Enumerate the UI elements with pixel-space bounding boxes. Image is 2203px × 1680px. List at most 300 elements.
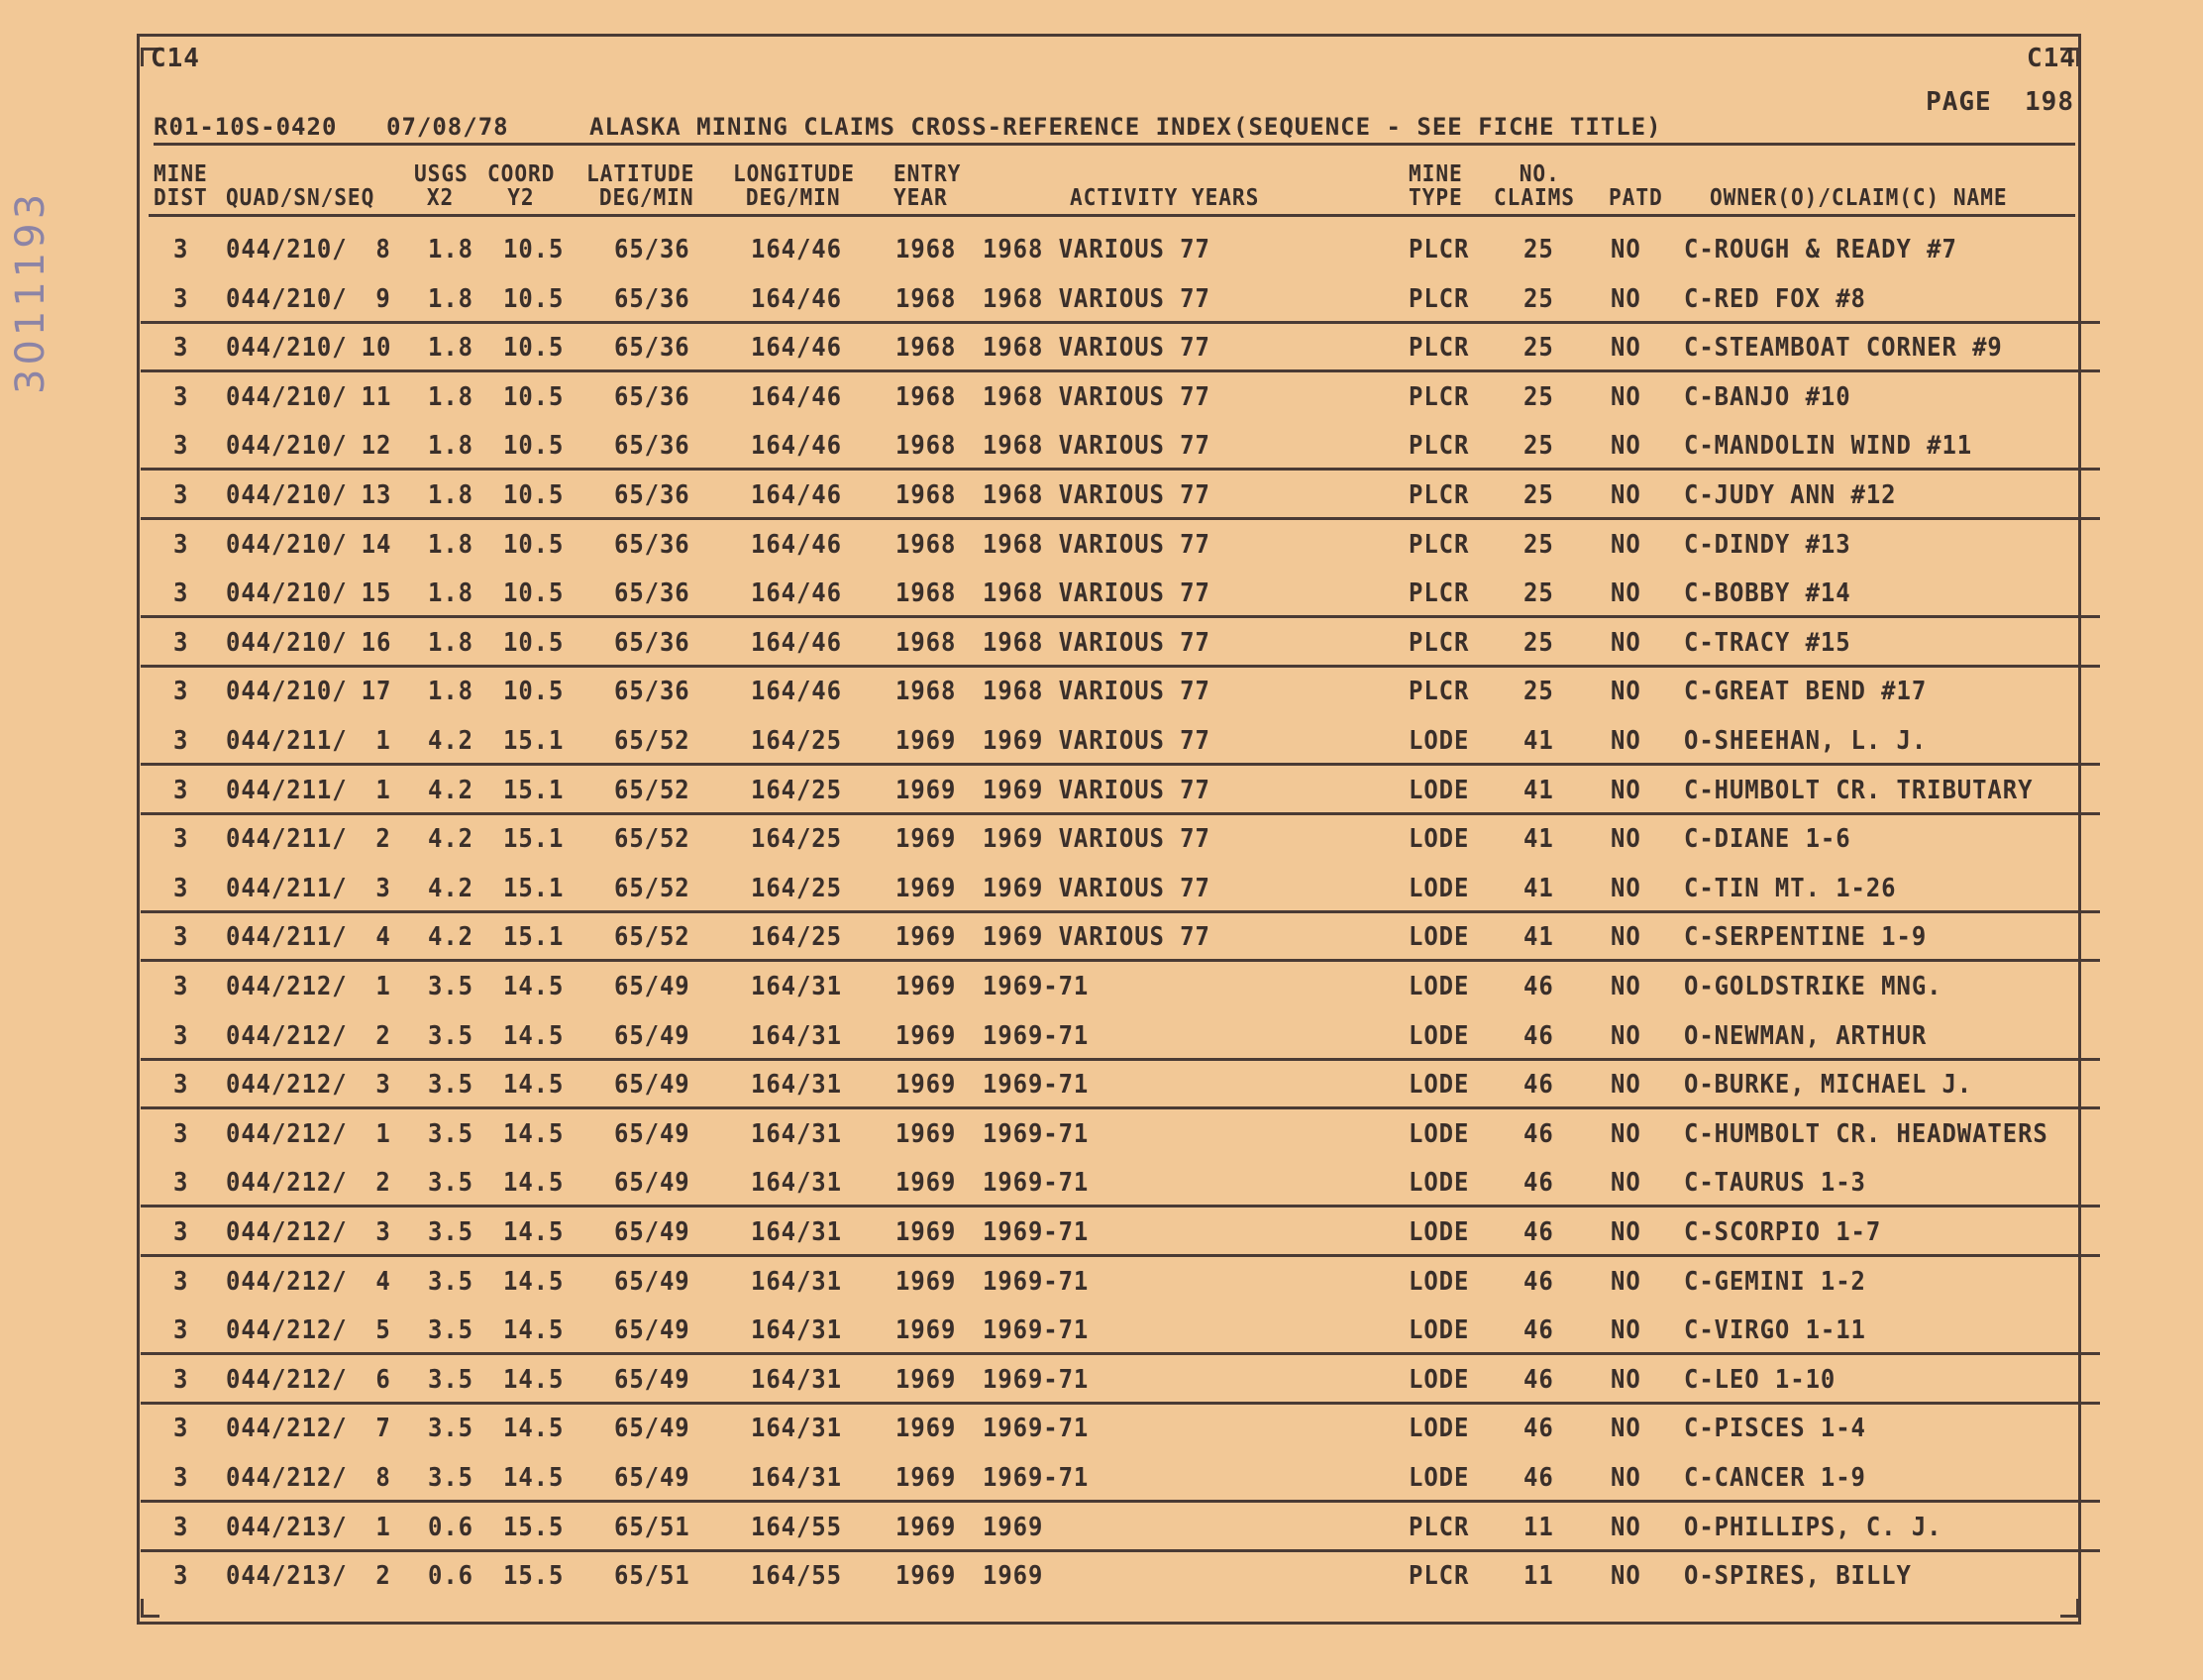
cell-entry-year: 1968 — [895, 578, 957, 609]
cell-activity: 1969 VARIOUS 77 — [983, 873, 1210, 903]
cell-mine-dist: 3 — [173, 283, 189, 314]
cell-seq: 8 — [375, 1463, 391, 1493]
cell-owner: O-SPIRES, BILLY — [1684, 1561, 1912, 1592]
cell-latitude: 65/36 — [614, 283, 690, 314]
cell-coord-y: 10.5 — [503, 333, 565, 364]
cell-seq: 3 — [375, 1217, 391, 1247]
cell-seq: 14 — [361, 529, 391, 560]
cell-mine-dist: 3 — [173, 235, 189, 264]
cell-owner: O-GOLDSTRIKE MNG. — [1684, 972, 1942, 1001]
cell-quad: 044/210/ — [226, 677, 348, 707]
cell-owner: C-PISCES 1-4 — [1684, 1414, 1866, 1444]
cell-longitude: 164/31 — [751, 1266, 842, 1297]
report-sequence: (SEQUENCE - SEE FICHE TITLE) — [1233, 113, 1662, 141]
cell-seq: 3 — [375, 873, 391, 903]
cell-mine-type: LODE — [1409, 726, 1470, 756]
cell-activity: 1968 VARIOUS 77 — [983, 578, 1210, 609]
page-label: PAGE — [1926, 87, 1992, 117]
cell-activity: 1969-71 — [983, 1070, 1090, 1101]
corner-tag-left: C14 — [151, 44, 200, 73]
cell-coord-y: 15.1 — [503, 824, 565, 855]
cell-owner: C-HUMBOLT CR. TRIBUTARY — [1684, 775, 2034, 805]
table-row — [149, 1552, 2075, 1601]
cell-mine-type: LODE — [1409, 1414, 1470, 1444]
cell-entry-year: 1969 — [895, 726, 957, 756]
cell-latitude: 65/52 — [614, 922, 690, 953]
cell-activity: 1969 VARIOUS 77 — [983, 775, 1210, 805]
cell-seq: 16 — [361, 627, 391, 658]
cell-patd: NO — [1611, 578, 1641, 609]
cell-longitude: 164/31 — [751, 1168, 842, 1199]
cell-quad: 044/212/ — [226, 1414, 348, 1444]
cell-owner: C-GEMINI 1-2 — [1684, 1266, 1866, 1297]
cell-claims: 46 — [1523, 1414, 1554, 1444]
cell-usgs-x: 1.8 — [428, 381, 473, 412]
cell-mine-type: LODE — [1409, 775, 1470, 805]
cell-activity: 1969 — [983, 1512, 1044, 1542]
cell-seq: 3 — [375, 1070, 391, 1101]
table-row — [149, 1405, 2075, 1453]
cell-usgs-x: 3.5 — [428, 1168, 473, 1199]
cell-mine-dist: 3 — [173, 922, 189, 953]
cell-mine-type: PLCR — [1409, 529, 1470, 560]
cell-longitude: 164/25 — [751, 873, 842, 903]
cell-latitude: 65/52 — [614, 726, 690, 756]
cell-activity: 1969-71 — [983, 1414, 1090, 1444]
cell-quad: 044/211/ — [226, 824, 348, 855]
column-header-longitude: LONGITUDE DEG/MIN — [733, 161, 855, 211]
cell-latitude: 65/36 — [614, 431, 690, 462]
cell-usgs-x: 3.5 — [428, 1020, 473, 1051]
cell-seq: 12 — [361, 431, 391, 462]
cell-usgs-x: 3.5 — [428, 1070, 473, 1101]
cell-coord-y: 10.5 — [503, 431, 565, 462]
cell-patd: NO — [1611, 1070, 1641, 1101]
cell-latitude: 65/52 — [614, 873, 690, 903]
table-row — [149, 963, 2075, 1011]
cell-seq: 2 — [375, 1020, 391, 1051]
column-header-usgs-x: USGS X2 — [414, 161, 469, 211]
cell-mine-type: PLCR — [1409, 480, 1470, 510]
cell-owner: C-ROUGH & READY #7 — [1684, 235, 1957, 264]
cell-mine-dist: 3 — [173, 1512, 189, 1542]
cell-latitude: 65/52 — [614, 824, 690, 855]
cell-seq: 1 — [375, 726, 391, 756]
cell-quad: 044/212/ — [226, 1070, 348, 1101]
cell-longitude: 164/46 — [751, 333, 842, 364]
cell-activity: 1968 VARIOUS 77 — [983, 677, 1210, 707]
cell-coord-y: 14.5 — [503, 1168, 565, 1199]
cell-entry-year: 1968 — [895, 333, 957, 364]
cell-patd: NO — [1611, 529, 1641, 560]
cell-mine-dist: 3 — [173, 529, 189, 560]
cell-seq: 13 — [361, 480, 391, 510]
cell-patd: NO — [1611, 1020, 1641, 1051]
cell-claims: 46 — [1523, 1266, 1554, 1297]
cell-mine-type: LODE — [1409, 824, 1470, 855]
cell-coord-y: 10.5 — [503, 235, 565, 264]
table-row — [149, 373, 2075, 422]
cell-seq: 7 — [375, 1414, 391, 1444]
cell-claims: 46 — [1523, 1364, 1554, 1395]
cell-activity: 1968 VARIOUS 77 — [983, 627, 1210, 658]
cell-mine-type: PLCR — [1409, 1561, 1470, 1592]
cell-longitude: 164/55 — [751, 1512, 842, 1542]
cell-mine-type: LODE — [1409, 1364, 1470, 1395]
cell-quad: 044/212/ — [226, 1118, 348, 1149]
cell-patd: NO — [1611, 627, 1641, 658]
cell-coord-y: 14.5 — [503, 1217, 565, 1247]
cell-patd: NO — [1611, 1118, 1641, 1149]
cell-entry-year: 1968 — [895, 677, 957, 707]
cell-latitude: 65/49 — [614, 972, 690, 1001]
cell-usgs-x: 1.8 — [428, 431, 473, 462]
cell-usgs-x: 3.5 — [428, 1118, 473, 1149]
cell-quad: 044/213/ — [226, 1561, 348, 1592]
cell-coord-y: 15.5 — [503, 1561, 565, 1592]
cell-latitude: 65/49 — [614, 1168, 690, 1199]
cell-claims: 46 — [1523, 1315, 1554, 1346]
cell-mine-type: LODE — [1409, 1315, 1470, 1346]
cell-latitude: 65/36 — [614, 235, 690, 264]
cell-usgs-x: 1.8 — [428, 480, 473, 510]
cell-mine-type: LODE — [1409, 1020, 1470, 1051]
cell-seq: 2 — [375, 824, 391, 855]
cell-patd: NO — [1611, 235, 1641, 264]
cell-patd: NO — [1611, 726, 1641, 756]
cell-owner: O-BURKE, MICHAEL J. — [1684, 1070, 1973, 1101]
cell-activity: 1969-71 — [983, 1217, 1090, 1247]
cell-activity: 1969-71 — [983, 972, 1090, 1001]
cell-activity: 1968 VARIOUS 77 — [983, 283, 1210, 314]
cell-quad: 044/212/ — [226, 972, 348, 1001]
cell-mine-type: PLCR — [1409, 627, 1470, 658]
cell-activity: 1969-71 — [983, 1463, 1090, 1493]
cell-seq: 4 — [375, 1266, 391, 1297]
cell-claims: 11 — [1523, 1561, 1554, 1592]
cell-owner: C-GREAT BEND #17 — [1684, 677, 1928, 707]
cell-coord-y: 15.1 — [503, 775, 565, 805]
cell-quad: 044/210/ — [226, 235, 348, 264]
cell-claims: 25 — [1523, 677, 1554, 707]
cell-coord-y: 10.5 — [503, 480, 565, 510]
table-row — [149, 1258, 2075, 1307]
cell-latitude: 65/36 — [614, 677, 690, 707]
cell-longitude: 164/31 — [751, 1070, 842, 1101]
cell-usgs-x: 4.2 — [428, 873, 473, 903]
cell-entry-year: 1969 — [895, 824, 957, 855]
cell-usgs-x: 1.8 — [428, 333, 473, 364]
cell-owner: C-TIN MT. 1-26 — [1684, 873, 1897, 903]
cell-latitude: 65/36 — [614, 627, 690, 658]
cell-owner: C-DIANE 1-6 — [1684, 824, 1851, 855]
column-header-mine-dist: MINE DIST — [154, 161, 208, 211]
cell-longitude: 164/31 — [751, 1414, 842, 1444]
cell-seq: 1 — [375, 1118, 391, 1149]
table-row — [149, 815, 2075, 864]
cell-patd: NO — [1611, 1463, 1641, 1493]
table-row — [149, 324, 2075, 372]
cell-mine-dist: 3 — [173, 333, 189, 364]
cell-seq: 1 — [375, 775, 391, 805]
cell-usgs-x: 4.2 — [428, 726, 473, 756]
table-row — [149, 767, 2075, 815]
cell-mine-dist: 3 — [173, 677, 189, 707]
cell-usgs-x: 1.8 — [428, 627, 473, 658]
table-row — [149, 1454, 2075, 1503]
cell-patd: NO — [1611, 972, 1641, 1001]
cell-longitude: 164/31 — [751, 1463, 842, 1493]
cell-seq: 11 — [361, 381, 391, 412]
cell-activity: 1969 VARIOUS 77 — [983, 726, 1210, 756]
cell-seq: 5 — [375, 1315, 391, 1346]
cell-entry-year: 1968 — [895, 480, 957, 510]
cell-owner: C-SCORPIO 1-7 — [1684, 1217, 1882, 1247]
cell-latitude: 65/49 — [614, 1118, 690, 1149]
cell-quad: 044/210/ — [226, 333, 348, 364]
cell-claims: 46 — [1523, 1118, 1554, 1149]
cell-patd: NO — [1611, 873, 1641, 903]
cell-seq: 15 — [361, 578, 391, 609]
cell-quad: 044/212/ — [226, 1020, 348, 1051]
table-row — [149, 521, 2075, 570]
cell-mine-dist: 3 — [173, 1364, 189, 1395]
cell-quad: 044/212/ — [226, 1217, 348, 1247]
cell-entry-year: 1969 — [895, 1168, 957, 1199]
cell-entry-year: 1969 — [895, 1266, 957, 1297]
cell-activity: 1969 VARIOUS 77 — [983, 824, 1210, 855]
cell-mine-type: PLCR — [1409, 578, 1470, 609]
cell-activity: 1968 VARIOUS 77 — [983, 431, 1210, 462]
cell-claims: 46 — [1523, 1020, 1554, 1051]
table-row — [149, 717, 2075, 766]
cell-latitude: 65/49 — [614, 1414, 690, 1444]
cell-claims: 46 — [1523, 1070, 1554, 1101]
cell-mine-dist: 3 — [173, 1266, 189, 1297]
cell-entry-year: 1969 — [895, 1315, 957, 1346]
page-number: 198 — [2025, 87, 2074, 117]
cell-quad: 044/210/ — [226, 480, 348, 510]
cell-quad: 044/210/ — [226, 578, 348, 609]
cell-latitude: 65/36 — [614, 333, 690, 364]
cell-mine-dist: 3 — [173, 480, 189, 510]
cell-mine-type: LODE — [1409, 873, 1470, 903]
cell-patd: NO — [1611, 333, 1641, 364]
cell-claims: 25 — [1523, 381, 1554, 412]
cell-claims: 46 — [1523, 972, 1554, 1001]
cell-quad: 044/211/ — [226, 922, 348, 953]
cell-owner: C-MANDOLIN WIND #11 — [1684, 431, 1973, 462]
cell-usgs-x: 1.8 — [428, 283, 473, 314]
cell-entry-year: 1969 — [895, 873, 957, 903]
cell-coord-y: 14.5 — [503, 1315, 565, 1346]
cell-seq: 8 — [375, 235, 391, 264]
cell-latitude: 65/49 — [614, 1463, 690, 1493]
cell-mine-dist: 3 — [173, 1217, 189, 1247]
cell-seq: 1 — [375, 972, 391, 1001]
cell-longitude: 164/31 — [751, 1364, 842, 1395]
cell-coord-y: 14.5 — [503, 1463, 565, 1493]
cell-latitude: 65/49 — [614, 1315, 690, 1346]
cell-usgs-x: 3.5 — [428, 1266, 473, 1297]
cell-longitude: 164/46 — [751, 480, 842, 510]
cell-coord-y: 10.5 — [503, 529, 565, 560]
cell-owner: C-HUMBOLT CR. HEADWATERS — [1684, 1118, 2048, 1149]
cell-latitude: 65/36 — [614, 381, 690, 412]
cell-coord-y: 14.5 — [503, 1364, 565, 1395]
cell-seq: 9 — [375, 283, 391, 314]
corner-mark-bottom-left — [141, 1599, 159, 1618]
table-row — [149, 1159, 2075, 1208]
cell-mine-dist: 3 — [173, 1561, 189, 1592]
cell-coord-y: 15.1 — [503, 726, 565, 756]
cell-owner: O-PHILLIPS, C. J. — [1684, 1512, 1942, 1542]
table-row — [149, 668, 2075, 716]
cell-longitude: 164/25 — [751, 824, 842, 855]
cell-coord-y: 15.1 — [503, 873, 565, 903]
cell-mine-type: PLCR — [1409, 235, 1470, 264]
cell-owner: C-LEO 1-10 — [1684, 1364, 1836, 1395]
cell-quad: 044/212/ — [226, 1364, 348, 1395]
cell-entry-year: 1969 — [895, 1020, 957, 1051]
cell-longitude: 164/31 — [751, 972, 842, 1001]
cell-activity: 1969 VARIOUS 77 — [983, 922, 1210, 953]
cell-claims: 41 — [1523, 922, 1554, 953]
cell-usgs-x: 1.8 — [428, 677, 473, 707]
cell-activity: 1968 VARIOUS 77 — [983, 529, 1210, 560]
cell-latitude: 65/51 — [614, 1561, 690, 1592]
cell-owner: C-TRACY #15 — [1684, 627, 1851, 658]
report-title: ALASKA MINING CLAIMS CROSS-REFERENCE INDEX — [589, 113, 1232, 141]
cell-usgs-x: 3.5 — [428, 972, 473, 1001]
cell-usgs-x: 3.5 — [428, 1217, 473, 1247]
cell-mine-type: PLCR — [1409, 431, 1470, 462]
cell-claims: 46 — [1523, 1217, 1554, 1247]
cell-mine-type: PLCR — [1409, 283, 1470, 314]
cell-claims: 25 — [1523, 431, 1554, 462]
cell-entry-year: 1969 — [895, 1414, 957, 1444]
cell-mine-dist: 3 — [173, 873, 189, 903]
cell-longitude: 164/31 — [751, 1118, 842, 1149]
cell-owner: C-VIRGO 1-11 — [1684, 1315, 1866, 1346]
column-header-mine-type: MINE TYPE — [1409, 161, 1463, 211]
cell-entry-year: 1969 — [895, 1561, 957, 1592]
cell-mine-dist: 3 — [173, 1118, 189, 1149]
cell-activity: 1969-71 — [983, 1315, 1090, 1346]
cell-coord-y: 14.5 — [503, 1020, 565, 1051]
cell-longitude: 164/46 — [751, 529, 842, 560]
cell-coord-y: 14.5 — [503, 1118, 565, 1149]
cell-seq: 1 — [375, 1512, 391, 1542]
table-row — [149, 1110, 2075, 1159]
cell-mine-dist: 3 — [173, 775, 189, 805]
cell-claims: 25 — [1523, 578, 1554, 609]
table-row — [149, 1504, 2075, 1552]
cell-mine-type: LODE — [1409, 1070, 1470, 1101]
cell-patd: NO — [1611, 1266, 1641, 1297]
cell-owner: O-NEWMAN, ARTHUR — [1684, 1020, 1928, 1051]
cell-usgs-x: 4.2 — [428, 824, 473, 855]
cell-activity: 1969-71 — [983, 1118, 1090, 1149]
column-header-latitude: LATITUDE DEG/MIN — [586, 161, 695, 211]
cell-activity: 1969-71 — [983, 1364, 1090, 1395]
cell-mine-dist: 3 — [173, 1414, 189, 1444]
cell-usgs-x: 1.8 — [428, 529, 473, 560]
cell-quad: 044/210/ — [226, 381, 348, 412]
table-row — [149, 422, 2075, 471]
cell-owner: C-JUDY ANN #12 — [1684, 480, 1897, 510]
cell-entry-year: 1969 — [895, 1364, 957, 1395]
cell-seq: 10 — [361, 333, 391, 364]
side-stamp: 3011193 — [8, 189, 53, 394]
cell-usgs-x: 0.6 — [428, 1561, 473, 1592]
cell-coord-y: 14.5 — [503, 1266, 565, 1297]
cell-longitude: 164/55 — [751, 1561, 842, 1592]
cell-usgs-x: 3.5 — [428, 1364, 473, 1395]
cell-usgs-x: 4.2 — [428, 775, 473, 805]
cell-mine-dist: 3 — [173, 381, 189, 412]
cell-longitude: 164/25 — [751, 922, 842, 953]
cell-activity: 1968 VARIOUS 77 — [983, 381, 1210, 412]
report-header — [154, 113, 2075, 146]
cell-owner: C-BANJO #10 — [1684, 381, 1851, 412]
cell-mine-type: LODE — [1409, 1266, 1470, 1297]
cell-owner: C-TAURUS 1-3 — [1684, 1168, 1866, 1199]
cell-coord-y: 10.5 — [503, 627, 565, 658]
cell-latitude: 65/36 — [614, 529, 690, 560]
cell-claims: 46 — [1523, 1168, 1554, 1199]
cell-owner: C-STEAMBOAT CORNER #9 — [1684, 333, 2003, 364]
cell-claims: 41 — [1523, 873, 1554, 903]
corner-tag-right: C14 — [2027, 44, 2076, 73]
table-row — [149, 1061, 2075, 1109]
table-row — [149, 1356, 2075, 1405]
table-row — [149, 275, 2075, 324]
table-row — [149, 472, 2075, 520]
cell-longitude: 164/46 — [751, 283, 842, 314]
cell-mine-type: LODE — [1409, 972, 1470, 1001]
cell-longitude: 164/25 — [751, 726, 842, 756]
cell-seq: 4 — [375, 922, 391, 953]
cell-quad: 044/210/ — [226, 627, 348, 658]
cell-owner: C-BOBBY #14 — [1684, 578, 1851, 609]
cell-usgs-x: 3.5 — [428, 1463, 473, 1493]
cell-entry-year: 1968 — [895, 283, 957, 314]
cell-coord-y: 14.5 — [503, 1070, 565, 1101]
cell-patd: NO — [1611, 1168, 1641, 1199]
cell-patd: NO — [1611, 1561, 1641, 1592]
cell-mine-type: PLCR — [1409, 677, 1470, 707]
cell-latitude: 65/36 — [614, 578, 690, 609]
cell-latitude: 65/49 — [614, 1070, 690, 1101]
cell-entry-year: 1969 — [895, 1463, 957, 1493]
cell-patd: NO — [1611, 677, 1641, 707]
cell-quad: 044/212/ — [226, 1266, 348, 1297]
column-headers — [149, 158, 2075, 217]
cell-owner: C-CANCER 1-9 — [1684, 1463, 1866, 1493]
cell-longitude: 164/31 — [751, 1315, 842, 1346]
cell-latitude: 65/49 — [614, 1217, 690, 1247]
cell-latitude: 65/49 — [614, 1266, 690, 1297]
cell-owner: C-DINDY #13 — [1684, 529, 1851, 560]
cell-usgs-x: 3.5 — [428, 1315, 473, 1346]
cell-owner: C-SERPENTINE 1-9 — [1684, 922, 1928, 953]
cell-patd: NO — [1611, 480, 1641, 510]
column-header-coord-y: COORD Y2 — [487, 161, 556, 211]
cell-quad: 044/210/ — [226, 431, 348, 462]
cell-mine-type: LODE — [1409, 1217, 1470, 1247]
cell-entry-year: 1968 — [895, 381, 957, 412]
